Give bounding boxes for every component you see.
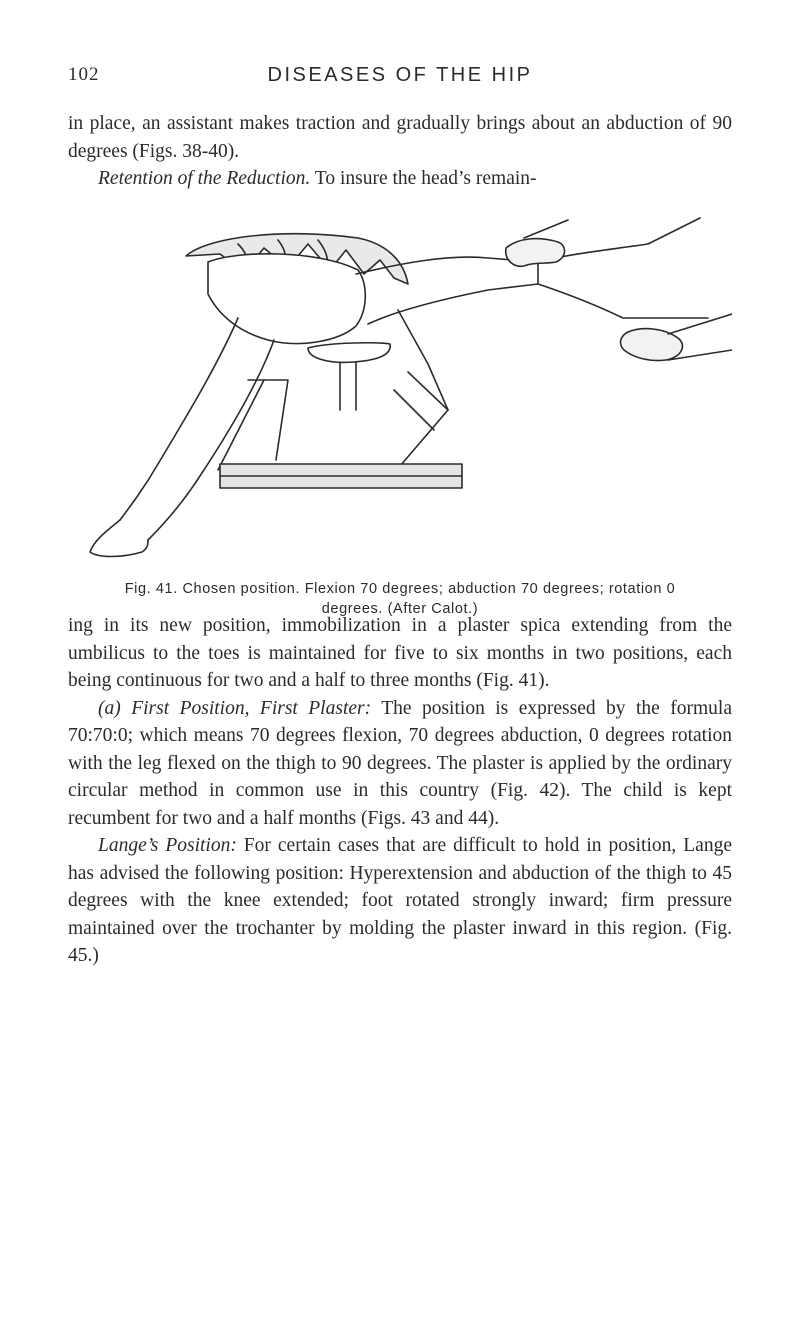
upper-leg: [356, 257, 538, 324]
left-thigh-inner: [148, 340, 274, 540]
paragraph-lange: [68, 832, 732, 970]
paragraph-text: For certain cases that are difficult to hold in position, Lange has advised the following position: Hyperextension and abduction of the thigh to 45 degrees with the knee extended; foot rotated strongly inward; firm pressure maintained over the trochanter by molding the plaster inward in this region. (Fig. 45.): [68, 835, 732, 966]
paragraph-top-1: in place, an assistant makes traction and gradually brings about an abduction of 90 degrees (Figs. 38-40).: [68, 113, 732, 162]
list-label-a: (a): [98, 697, 121, 719]
figure-41: [68, 214, 732, 574]
page-number: 102: [68, 64, 100, 85]
figure-illustration: [68, 214, 732, 574]
assistant-hand-1: [506, 239, 565, 267]
running-head: [68, 64, 732, 94]
top-text: [68, 110, 732, 193]
section-heading-first-position: First Position, First Plaster:: [131, 697, 372, 719]
assistant-hand-2: [621, 329, 683, 361]
frame-slant: [398, 310, 448, 410]
running-title: DISEASES OF THE HIP: [267, 64, 533, 86]
paragraph-top-2: [68, 165, 732, 193]
lower-leg: [538, 218, 708, 318]
support-post: [340, 362, 356, 410]
pelvic-rest: [308, 343, 390, 363]
pelvis: [208, 254, 365, 344]
paragraph-text: To insure the head’s remain-: [310, 168, 537, 189]
frame-left: [218, 380, 288, 470]
section-heading-retention: Retention of the Reduction.: [98, 168, 311, 189]
paragraph-bottom-1: ing in its new position, immobilization in a plaster spica extending from the umbilicus to the toes is maintained for five to six months in two positions, each being continuous for two and a half to three months (Fig. 41).: [68, 615, 732, 691]
section-heading-lange: Lange’s Position:: [98, 835, 237, 856]
paragraph-first-position: [68, 695, 732, 833]
left-thigh: [120, 318, 238, 520]
bottom-text: [68, 612, 732, 970]
left-foot: [90, 520, 148, 557]
frame-right: [394, 372, 448, 466]
paragraph-text: The position is expressed by the formula 70:70:0; which means 70 degrees flexion, 70 degrees abduction, 0 degrees rotation with the leg flexed on the thigh to 90 degrees. The plaster is applied by the ordinary circular method in common use in this country (Fig. 42). The child is kept recumbent for two and a half months (Figs. 43 and 44).: [68, 697, 733, 829]
figure-caption: Fig. 41. Chosen position. Flexion 70 degrees; abduction 70 degrees; rotation 0 degrees. (After Calot.): [124, 581, 676, 617]
